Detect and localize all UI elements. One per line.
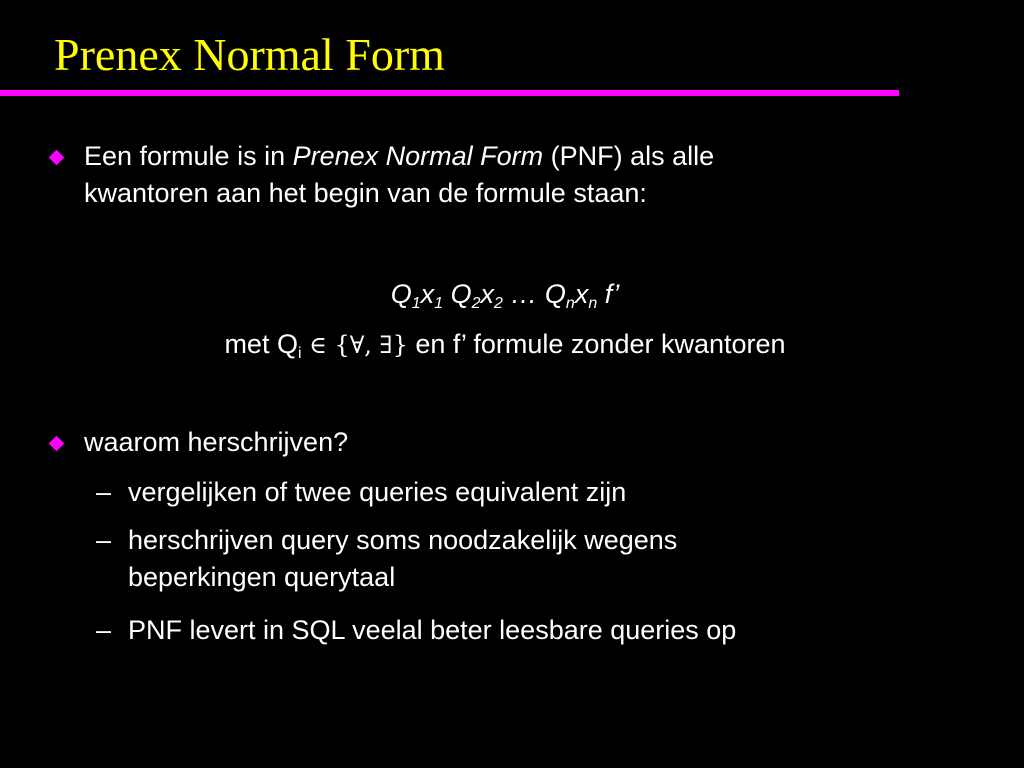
subscript: 2 <box>493 295 503 312</box>
bullet-why-rewrite: waarom herschrijven? <box>84 427 349 457</box>
subscript: 1 <box>411 295 421 312</box>
quantifier-symbol: Q <box>390 279 412 309</box>
pnf-formula <box>0 276 1010 313</box>
ellipsis: … <box>502 279 545 309</box>
dash-bullet-icon: – <box>96 477 112 507</box>
subscript: n <box>565 295 575 312</box>
variable: x <box>480 279 494 309</box>
subscript: n <box>588 295 598 312</box>
sub-bullet-sql: PNF levert in SQL veelal beter leesbare queries op <box>128 615 737 645</box>
condition-text: en f’ formule zonder kwantoren <box>407 329 786 359</box>
diamond-bullet-icon <box>49 436 65 452</box>
quantifier-symbol: Q <box>450 279 472 309</box>
sub-bullet-compare: vergelijken of twee queries equivalent zijn <box>128 477 627 507</box>
condition-text: met Q <box>224 329 298 359</box>
quantifier-condition <box>0 326 1010 364</box>
subscript: 2 <box>471 295 481 312</box>
subscript: 1 <box>434 295 444 312</box>
bullet-pnf-definition <box>84 138 714 212</box>
sub-bullet-necessary <box>128 522 677 596</box>
element-of-symbol: ∈ <box>301 331 335 359</box>
quantifier-symbol: Q <box>544 279 566 309</box>
sub-bullet-line2: beperkingen querytaal <box>128 562 396 592</box>
subscript: i <box>297 345 302 362</box>
quantifier-set: {∀, ∃} <box>334 331 408 359</box>
variable: x <box>574 279 589 309</box>
title-divider <box>0 90 899 96</box>
bullet-text-line2: kwantoren aan het begin van de formule staan: <box>84 178 647 208</box>
diamond-bullet-icon <box>49 150 65 166</box>
dash-bullet-icon: – <box>96 525 112 555</box>
dash-bullet-icon: – <box>96 615 112 645</box>
emphasis-text: Prenex Normal Form <box>292 141 544 171</box>
slide-title: Prenex Normal Form <box>54 29 445 80</box>
bullet-text: (PNF) als alle <box>543 141 715 171</box>
sub-bullet-line1: herschrijven query soms noodzakelijk wegens <box>128 525 678 555</box>
formula-body: f’ <box>604 279 620 309</box>
variable: x <box>420 279 435 309</box>
bullet-text: Een formule is in <box>84 141 293 171</box>
